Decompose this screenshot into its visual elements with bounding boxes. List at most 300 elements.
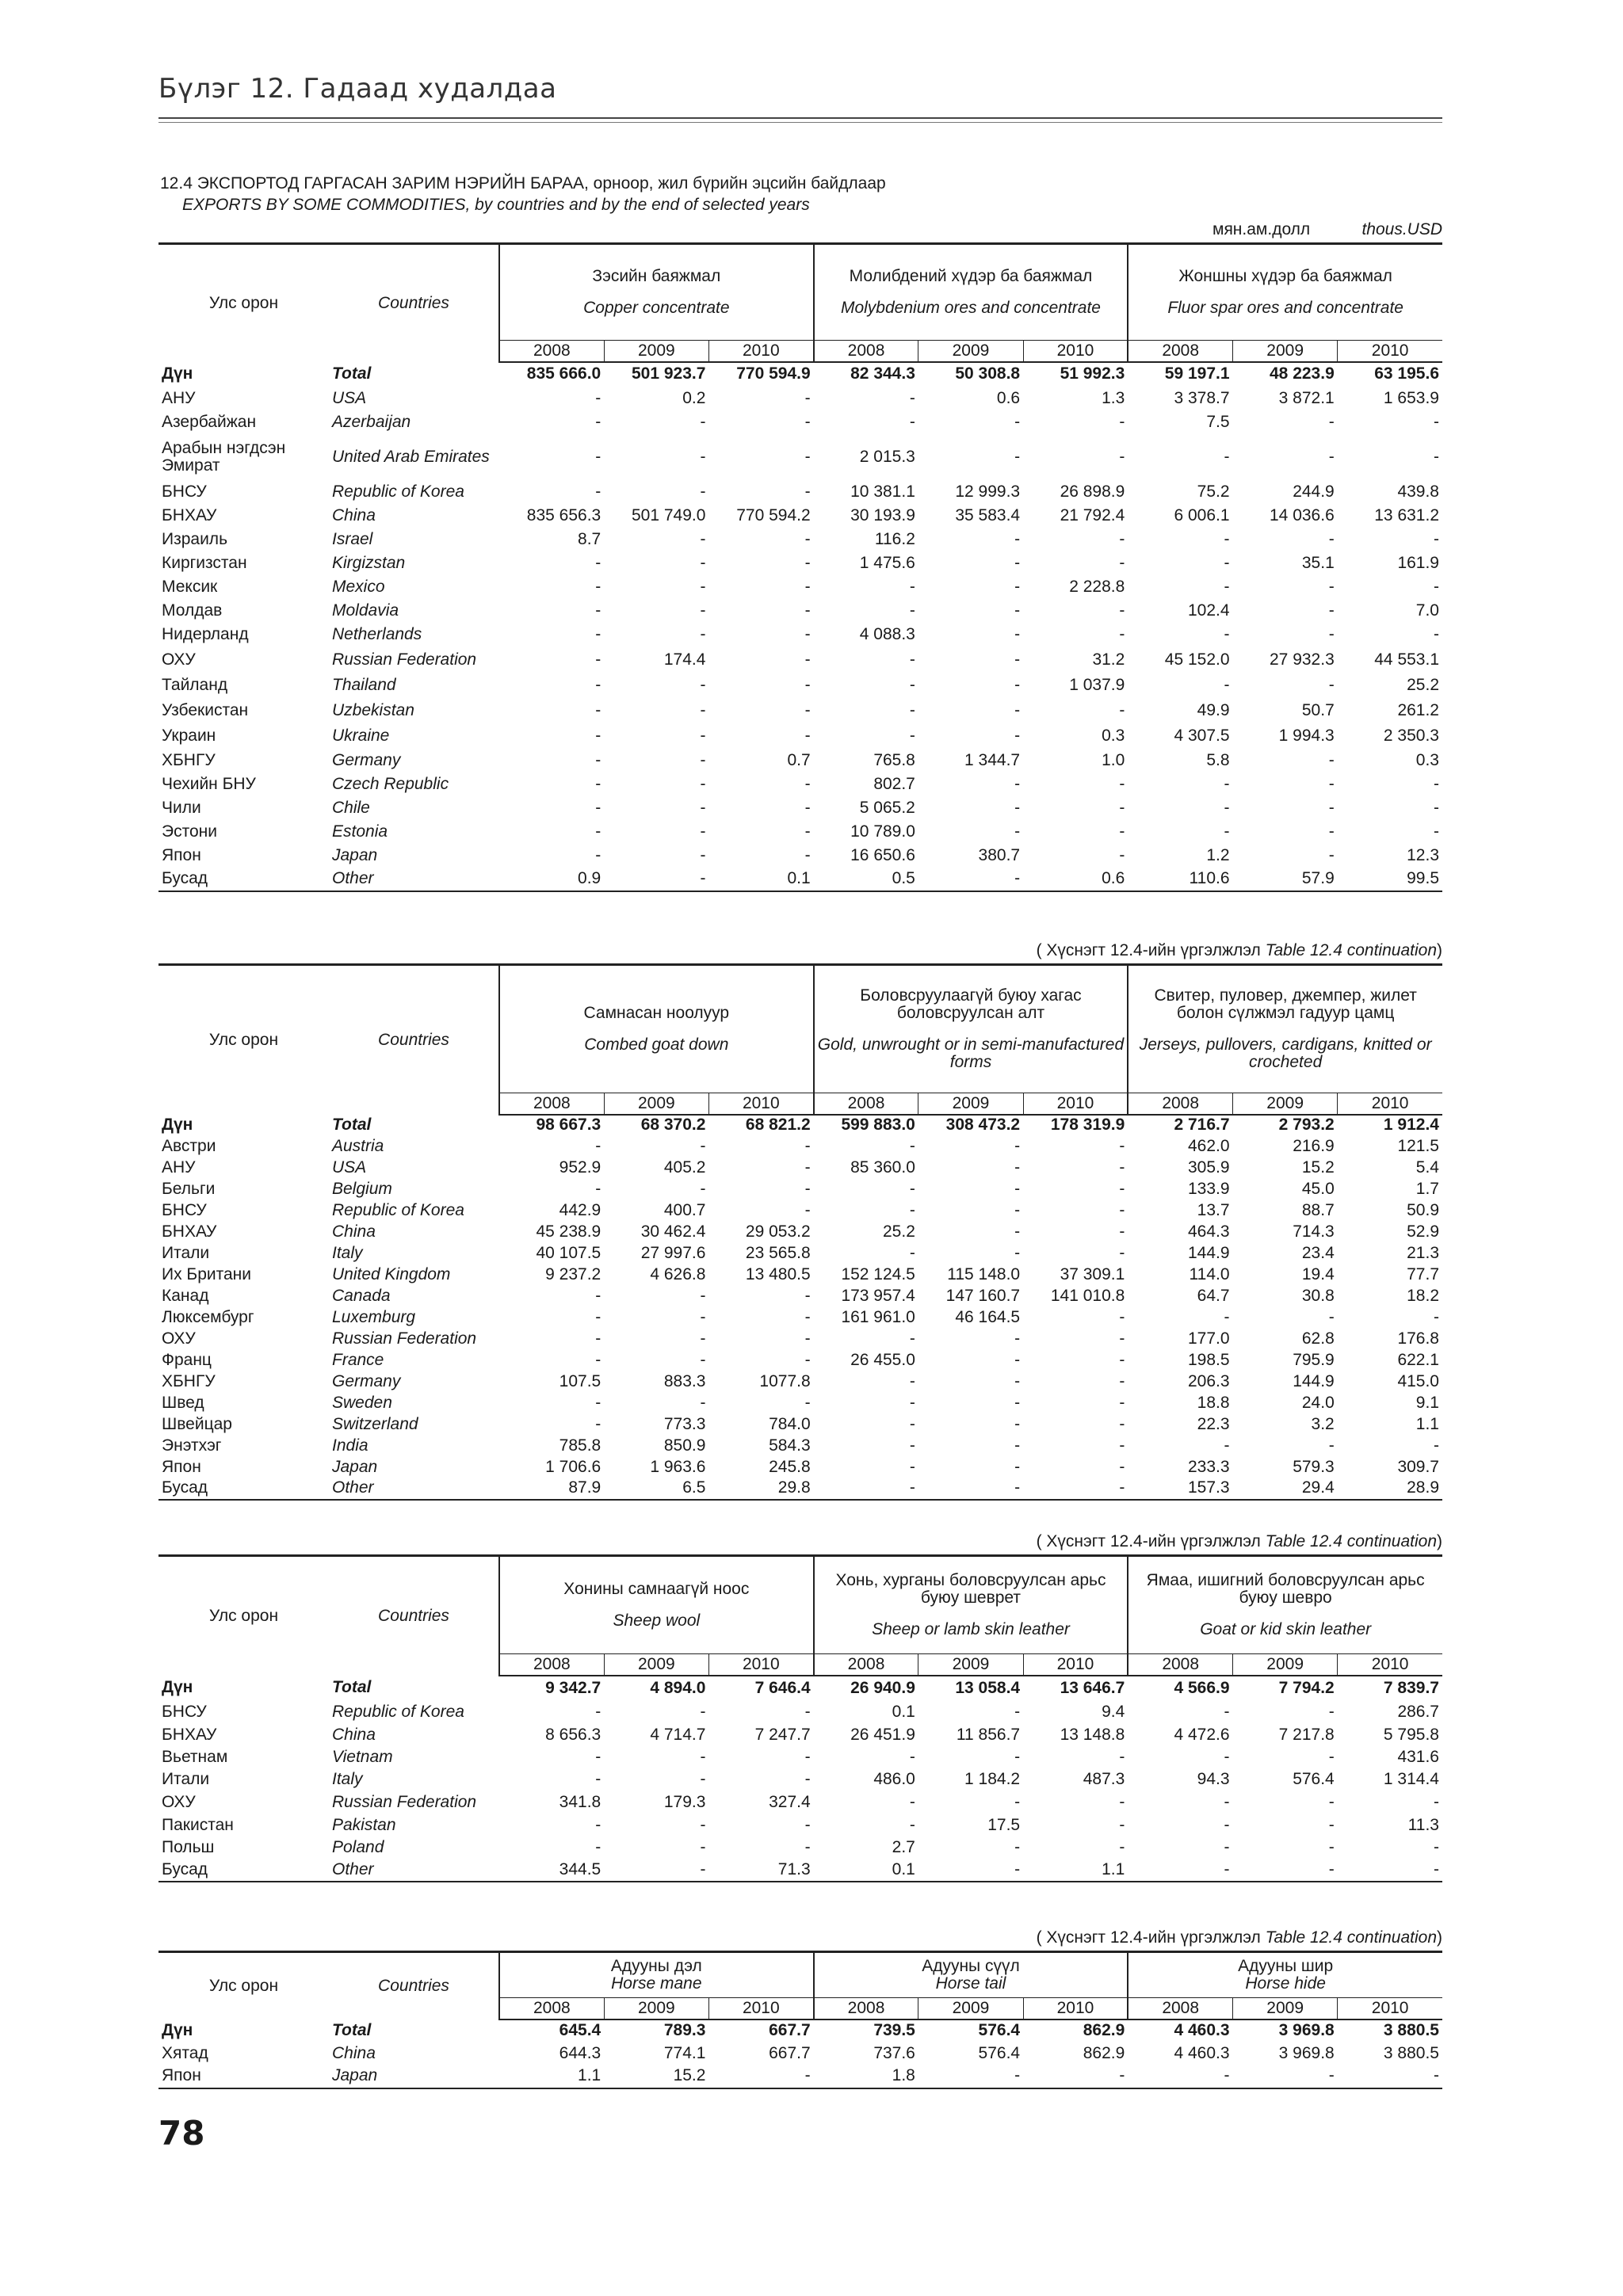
- value-cell: 17.5: [987, 1816, 1021, 1835]
- country-name-en: Canada: [332, 1286, 391, 1305]
- header-country-mn: Улс орон: [158, 1952, 329, 2019]
- value-cell: -: [1119, 798, 1125, 817]
- table-row: [158, 599, 1442, 623]
- year-header: 2009: [604, 1998, 708, 2019]
- continuation-mn: ( Хүснэгт 12.4-ийн үргэлжлэл: [1036, 941, 1261, 959]
- value-cell: -: [804, 1703, 811, 1722]
- table-row: [158, 551, 1442, 575]
- country-name-en: Other: [329, 1478, 499, 1500]
- value-cell: 10 789.0: [850, 822, 915, 841]
- value-cell: -: [804, 727, 811, 746]
- value-cell: 1 912.4: [1383, 1116, 1439, 1135]
- year-header: 2010: [1338, 1654, 1442, 1676]
- commodity-name-mn: Самнасан ноолуур: [583, 1003, 730, 1022]
- year-header: 2010: [1023, 341, 1128, 362]
- country-name-en: China: [332, 1726, 376, 1745]
- country-name-mn: БНХАУ: [162, 505, 217, 524]
- value-cell: -: [909, 1200, 915, 1219]
- table-row: [158, 575, 1442, 599]
- value-cell: 380.7: [978, 845, 1021, 864]
- country-name-mn: Бусад: [158, 1478, 329, 1500]
- value-cell: 5 795.8: [1383, 1726, 1439, 1745]
- value-cell: 68 370.2: [640, 1116, 706, 1135]
- country-name-en: Luxemburg: [332, 1307, 416, 1326]
- value-cell: -: [909, 577, 915, 596]
- value-cell: 622.1: [1397, 1350, 1439, 1369]
- country-name-en: Italy: [332, 1243, 363, 1262]
- country-name-mn: Эстони: [162, 822, 217, 841]
- value-cell: 152 124.5: [841, 1264, 915, 1283]
- value-cell: -: [1434, 447, 1439, 466]
- country-name-en: Russian Federation: [332, 1793, 477, 1812]
- table-row: [158, 646, 1442, 673]
- value-cell: -: [1224, 447, 1230, 466]
- year-header: 2008: [814, 1654, 918, 1676]
- table-row: [158, 1747, 1442, 1769]
- value-cell: -: [1328, 822, 1335, 841]
- country-name-mn: Бельги: [162, 1179, 216, 1198]
- value-cell: 1.7: [1415, 1179, 1439, 1198]
- value-cell: -: [1434, 412, 1439, 431]
- value-cell: -: [595, 1748, 601, 1767]
- value-cell: 785.8: [559, 1436, 601, 1455]
- value-cell: -: [1119, 1793, 1125, 1812]
- country-name-en: Japan: [329, 2065, 499, 2088]
- country-name-en: Japan: [332, 845, 378, 864]
- value-cell: -: [909, 1136, 915, 1155]
- value-cell: 773.3: [663, 1414, 706, 1433]
- value-cell: -: [1434, 774, 1439, 793]
- value-cell: 1 184.2: [964, 1770, 1021, 1789]
- year-header: 2010: [1338, 1093, 1442, 1115]
- value-cell: 13.7: [1197, 1200, 1230, 1219]
- title-mongolian: 12.4 ЭКСПОРТОД ГАРГАСАН ЗАРИМ НЭРИЙН БАРАА, орноор, жил бүрийн эцсийн байдлаар: [160, 174, 886, 193]
- value-cell: -: [1014, 412, 1021, 431]
- data-table: [158, 963, 1442, 1501]
- value-cell: -: [1224, 1748, 1230, 1767]
- value-cell: -: [595, 1179, 601, 1198]
- commodity-header: [814, 1556, 1128, 1654]
- value-cell: -: [804, 412, 811, 431]
- value-cell: 12.3: [1407, 845, 1439, 864]
- value-cell: 25.2: [1407, 676, 1439, 695]
- value-cell: -: [804, 774, 811, 793]
- value-cell: -: [804, 1200, 811, 1219]
- value-cell: -: [700, 750, 706, 769]
- value-cell: -: [700, 1350, 706, 1369]
- value-cell: 2 350.3: [1383, 727, 1439, 746]
- year-header: 2009: [604, 1093, 708, 1115]
- table-row: [158, 1371, 1442, 1393]
- value-cell: 37 309.1: [1060, 1264, 1125, 1283]
- country-name-mn: Япон: [158, 2065, 329, 2088]
- value-cell: -: [1224, 1816, 1230, 1835]
- country-name-mn: ОХУ: [162, 1329, 196, 1348]
- value-cell: 795.9: [1293, 1350, 1335, 1369]
- value-cell: 3 969.8: [1278, 2043, 1335, 2062]
- commodity-header: [814, 965, 1128, 1093]
- commodity-name-mn: Свитер, пуловер, джемпер, жилет болон сүлжмэл гадуур цамц: [1154, 986, 1417, 1022]
- country-name-mn: БНСУ: [162, 482, 207, 501]
- year-header: 2008: [499, 1654, 604, 1676]
- value-cell: -: [1434, 1436, 1439, 1455]
- table-row: [158, 1478, 1442, 1500]
- value-cell: 2 716.7: [1174, 1116, 1230, 1135]
- unit-mongolian: мян.ам.долл: [1212, 220, 1311, 238]
- value-cell: 157.3: [1128, 1478, 1232, 1500]
- value-cell: 85 360.0: [850, 1158, 915, 1177]
- value-cell: 1.1: [1415, 1414, 1439, 1433]
- value-cell: -: [1224, 1703, 1230, 1722]
- value-cell: -: [700, 1393, 706, 1412]
- value-cell: -: [1434, 1307, 1439, 1326]
- value-cell: 4 460.3: [1174, 2021, 1230, 2040]
- continuation-note: [158, 1532, 1442, 1554]
- country-name-en: Republic of Korea: [332, 1703, 464, 1722]
- year-header: 2008: [499, 1998, 604, 2019]
- value-cell: -: [595, 1307, 601, 1326]
- value-cell: 179.3: [663, 1793, 706, 1812]
- value-cell: -: [1224, 1838, 1230, 1857]
- country-name-en: Kirgizstan: [332, 553, 406, 572]
- value-cell: 0.9: [499, 868, 604, 891]
- value-cell: -: [1119, 701, 1125, 720]
- value-cell: 31.2: [1092, 650, 1125, 669]
- value-cell: -: [1023, 1478, 1128, 1500]
- value-cell: 35 583.4: [955, 505, 1021, 524]
- value-cell: -: [1119, 553, 1125, 572]
- continuation-en: Table 12.4 continuation: [1265, 1928, 1437, 1947]
- value-cell: -: [918, 1478, 1023, 1500]
- commodity-name-en: Jerseys, pullovers, cardigans, knitted or crocheted: [1139, 1035, 1432, 1072]
- value-cell: -: [909, 1748, 915, 1767]
- value-cell: 8.7: [578, 529, 601, 548]
- value-cell: 737.6: [873, 2043, 915, 2062]
- value-cell: -: [804, 577, 811, 596]
- value-cell: 4 714.7: [650, 1726, 706, 1745]
- value-cell: -: [700, 601, 706, 620]
- value-cell: -: [1434, 822, 1439, 841]
- header-country-mn: Улс орон: [158, 244, 329, 362]
- value-cell: -: [604, 1859, 708, 1882]
- value-cell: -: [909, 1414, 915, 1433]
- value-cell: -: [804, 529, 811, 548]
- value-cell: 144.9: [1187, 1243, 1230, 1262]
- table-row: [158, 820, 1442, 844]
- commodity-name-mn: Адууны сүүл: [922, 1956, 1020, 1975]
- country-name-en: China: [332, 505, 376, 524]
- table-row: [158, 2065, 1442, 2088]
- value-cell: -: [804, 1179, 811, 1198]
- country-name-mn: АНУ: [162, 388, 196, 407]
- table-row: [158, 1179, 1442, 1200]
- value-cell: 13 480.5: [745, 1264, 811, 1283]
- value-cell: 71.3: [708, 1859, 813, 1882]
- value-cell: -: [1224, 529, 1230, 548]
- continuation-close: ): [1437, 1532, 1442, 1550]
- title-english: EXPORTS BY SOME COMMODITIES, by countries and by the end of selected years: [182, 196, 810, 214]
- value-cell: 49.9: [1197, 701, 1230, 720]
- value-cell: -: [595, 798, 601, 817]
- value-cell: -: [1224, 798, 1230, 817]
- country-name-en: France: [332, 1350, 384, 1369]
- commodity-name-mn: Адууны шир: [1238, 1956, 1334, 1975]
- value-cell: -: [700, 1816, 706, 1835]
- value-cell: -: [909, 1816, 915, 1835]
- value-cell: -: [1338, 1859, 1442, 1882]
- value-cell: -: [1014, 1243, 1021, 1262]
- country-name-mn: Чили: [162, 798, 201, 817]
- continuation-note: [158, 1928, 1442, 1951]
- value-cell: -: [595, 750, 601, 769]
- value-cell: 3 872.1: [1278, 388, 1335, 407]
- value-cell: -: [909, 388, 915, 407]
- country-name-en: Chile: [332, 798, 370, 817]
- value-cell: 3 969.8: [1278, 2021, 1335, 2040]
- value-cell: 3 378.7: [1174, 388, 1230, 407]
- continuation-en: Table 12.4 continuation: [1265, 941, 1437, 959]
- value-cell: 26 455.0: [850, 1350, 915, 1369]
- commodity-header: [814, 244, 1128, 341]
- value-cell: -: [595, 727, 601, 746]
- value-cell: -: [1014, 1703, 1021, 1722]
- value-cell: -: [804, 1286, 811, 1305]
- value-cell: -: [1233, 1859, 1338, 1882]
- value-cell: -: [804, 798, 811, 817]
- value-cell: -: [1119, 1414, 1125, 1433]
- value-cell: 50.7: [1301, 701, 1335, 720]
- table-row: [158, 2019, 1442, 2042]
- value-cell: 0.1: [892, 1703, 915, 1722]
- value-cell: 309.7: [1397, 1457, 1439, 1476]
- header-rule: [158, 117, 1442, 119]
- value-cell: 8 656.3: [545, 1726, 601, 1745]
- value-cell: 161.9: [1397, 553, 1439, 572]
- value-cell: 7 247.7: [754, 1726, 811, 1745]
- table-row: [158, 1436, 1442, 1457]
- value-cell: -: [700, 412, 706, 431]
- table-row: [158, 1115, 1442, 1136]
- table-row: [158, 1701, 1442, 1725]
- table-row: [158, 1859, 1442, 1882]
- table-title: [158, 174, 1442, 215]
- value-cell: 464.3: [1187, 1222, 1230, 1241]
- continuation-note: [158, 941, 1442, 963]
- value-cell: -: [700, 676, 706, 695]
- value-cell: 667.7: [769, 2021, 811, 2040]
- value-cell: 68 821.2: [745, 1116, 811, 1135]
- value-cell: 835 656.3: [526, 505, 601, 524]
- value-cell: 835 666.0: [526, 364, 601, 383]
- continuation-mn: ( Хүснэгт 12.4-ийн үргэлжлэл: [1036, 1928, 1261, 1947]
- value-cell: -: [1014, 1136, 1021, 1155]
- country-name-mn: Мексик: [162, 577, 218, 596]
- value-cell: -: [700, 1770, 706, 1789]
- value-cell: 6 006.1: [1174, 505, 1230, 524]
- table-row: [158, 1414, 1442, 1436]
- country-name-mn: Бусад: [158, 868, 329, 891]
- table-row: [158, 1158, 1442, 1179]
- year-header: 2009: [918, 1093, 1023, 1115]
- value-cell: 82 344.3: [850, 364, 915, 383]
- value-cell: -: [909, 1457, 915, 1476]
- value-cell: 87.9: [499, 1478, 604, 1500]
- year-header: 2008: [814, 1998, 918, 2019]
- value-cell: -: [918, 868, 1023, 891]
- value-cell: 29.4: [1233, 1478, 1338, 1500]
- value-cell: 7.0: [1415, 601, 1439, 620]
- commodity-header: [499, 1556, 814, 1654]
- value-cell: -: [804, 447, 811, 466]
- value-cell: -: [1014, 1350, 1021, 1369]
- value-cell: 26 451.9: [850, 1726, 915, 1745]
- value-cell: 341.8: [559, 1793, 601, 1812]
- commodity-name-mn: Боловсруулаагүй буюу хагас боловсруулсан алт: [860, 986, 1082, 1022]
- value-cell: -: [804, 1350, 811, 1369]
- country-name-en: Thailand: [332, 676, 396, 695]
- value-cell: 308 473.2: [945, 1116, 1021, 1135]
- country-name-mn: Нидерланд: [162, 624, 249, 643]
- value-cell: -: [700, 529, 706, 548]
- commodity-name-en: Horse tail: [935, 1974, 1006, 1993]
- commodity-header: [1128, 965, 1442, 1093]
- value-cell: 645.4: [559, 2021, 601, 2040]
- value-cell: 44 553.1: [1374, 650, 1439, 669]
- year-header: 2009: [1233, 341, 1338, 362]
- value-cell: 667.7: [769, 2043, 811, 2062]
- value-cell: -: [1119, 1307, 1125, 1326]
- country-name-mn: Дүн: [162, 2020, 193, 2039]
- country-name-mn: Киргизстан: [162, 553, 247, 572]
- value-cell: 24.0: [1301, 1393, 1335, 1412]
- value-cell: 7.5: [1206, 412, 1230, 431]
- value-cell: -: [595, 1393, 601, 1412]
- value-cell: 0.7: [787, 750, 811, 769]
- commodity-name-mn: Молибдений хүдэр ба баяжмал: [849, 266, 1093, 285]
- value-cell: 23.4: [1301, 1243, 1335, 1262]
- data-table: [158, 1951, 1442, 2089]
- country-name-mn: БНСУ: [162, 1703, 207, 1722]
- country-name-en: USA: [332, 1158, 367, 1177]
- value-cell: 431.6: [1397, 1748, 1439, 1767]
- value-cell: -: [595, 650, 601, 669]
- country-name-en: Germany: [332, 750, 401, 769]
- commodity-name-en: Combed goat down: [584, 1035, 729, 1054]
- value-cell: -: [700, 845, 706, 864]
- value-cell: -: [1119, 1222, 1125, 1241]
- value-cell: 3.2: [1311, 1414, 1335, 1433]
- value-cell: -: [595, 774, 601, 793]
- value-cell: -: [700, 1329, 706, 1348]
- value-cell: 51 992.3: [1060, 364, 1125, 383]
- table-block-2: [158, 963, 1442, 1501]
- header-country-en: Countries: [329, 1952, 499, 2019]
- value-cell: 2.7: [892, 1838, 915, 1857]
- value-cell: -: [700, 577, 706, 596]
- value-cell: -: [1224, 553, 1230, 572]
- value-cell: -: [1224, 774, 1230, 793]
- year-header: 2010: [1023, 1093, 1128, 1115]
- header-country-en: Countries: [329, 244, 499, 362]
- country-name-en: Total: [332, 1115, 372, 1134]
- value-cell: -: [1224, 1307, 1230, 1326]
- value-cell: -: [1119, 601, 1125, 620]
- value-cell: 774.1: [663, 2043, 706, 2062]
- value-cell: 7 839.7: [1383, 1678, 1439, 1697]
- year-header: 2008: [499, 341, 604, 362]
- country-name-en: Israel: [332, 529, 373, 548]
- value-cell: 0.1: [708, 868, 813, 891]
- value-cell: -: [909, 601, 915, 620]
- value-cell: -: [804, 676, 811, 695]
- value-cell: -: [700, 701, 706, 720]
- value-cell: -: [1119, 1200, 1125, 1219]
- value-cell: 115 148.0: [947, 1264, 1021, 1283]
- value-cell: 784.0: [769, 1414, 811, 1433]
- value-cell: 233.3: [1187, 1457, 1230, 1476]
- year-header: 2008: [1128, 1998, 1232, 2019]
- value-cell: -: [909, 1793, 915, 1812]
- country-name-en: India: [332, 1436, 369, 1455]
- value-cell: 1 037.9: [1069, 676, 1125, 695]
- country-name-en: Estonia: [332, 822, 388, 841]
- commodity-name-mn: Хонь, хурганы боловсруулсан арьс буюу шеврет: [835, 1570, 1106, 1607]
- commodity-name-en: Sheep wool: [613, 1611, 701, 1630]
- table-row: [158, 749, 1442, 772]
- value-cell: -: [1014, 1158, 1021, 1177]
- value-cell: 30 462.4: [640, 1222, 706, 1241]
- country-name-en: Vietnam: [332, 1748, 393, 1767]
- value-cell: -: [909, 1371, 915, 1390]
- value-cell: 400.7: [663, 1200, 706, 1219]
- value-cell: -: [1119, 1158, 1125, 1177]
- value-cell: 121.5: [1397, 1136, 1439, 1155]
- value-cell: -: [804, 1770, 811, 1789]
- value-cell: 1077.8: [759, 1371, 811, 1390]
- value-cell: -: [804, 388, 811, 407]
- value-cell: -: [700, 1703, 706, 1722]
- value-cell: 714.3: [1293, 1222, 1335, 1241]
- value-cell: 0.6: [996, 388, 1021, 407]
- value-cell: -: [909, 1243, 915, 1262]
- value-cell: -: [595, 1838, 601, 1857]
- value-cell: 439.8: [1397, 482, 1439, 501]
- value-cell: 462.0: [1187, 1136, 1230, 1155]
- value-cell: 11.3: [1407, 1816, 1439, 1835]
- country-name-en: Uzbekistan: [332, 701, 414, 720]
- year-header: 2009: [918, 1654, 1023, 1676]
- country-name-en: Ukraine: [332, 727, 390, 746]
- value-cell: 29 053.2: [745, 1222, 811, 1241]
- commodity-name-mn: Адууны дэл: [610, 1956, 702, 1975]
- commodity-header: [814, 1952, 1128, 1998]
- country-name-en: Other: [329, 868, 499, 891]
- value-cell: -: [918, 1859, 1023, 1882]
- table-row: [158, 1200, 1442, 1222]
- value-cell: 0.3: [1415, 750, 1439, 769]
- header-country-mn: Улс орон: [158, 1556, 329, 1676]
- year-header: 2010: [1023, 1998, 1128, 2019]
- value-cell: 25.2: [883, 1222, 915, 1241]
- value-cell: 50 308.8: [955, 364, 1021, 383]
- value-cell: 7 217.8: [1278, 1726, 1335, 1745]
- year-header: 2010: [1023, 1654, 1128, 1676]
- table-row: [158, 698, 1442, 724]
- value-cell: -: [1119, 1457, 1125, 1476]
- country-name-mn: Пакистан: [162, 1816, 234, 1835]
- value-cell: -: [1119, 624, 1125, 643]
- value-cell: 2 228.8: [1069, 577, 1125, 596]
